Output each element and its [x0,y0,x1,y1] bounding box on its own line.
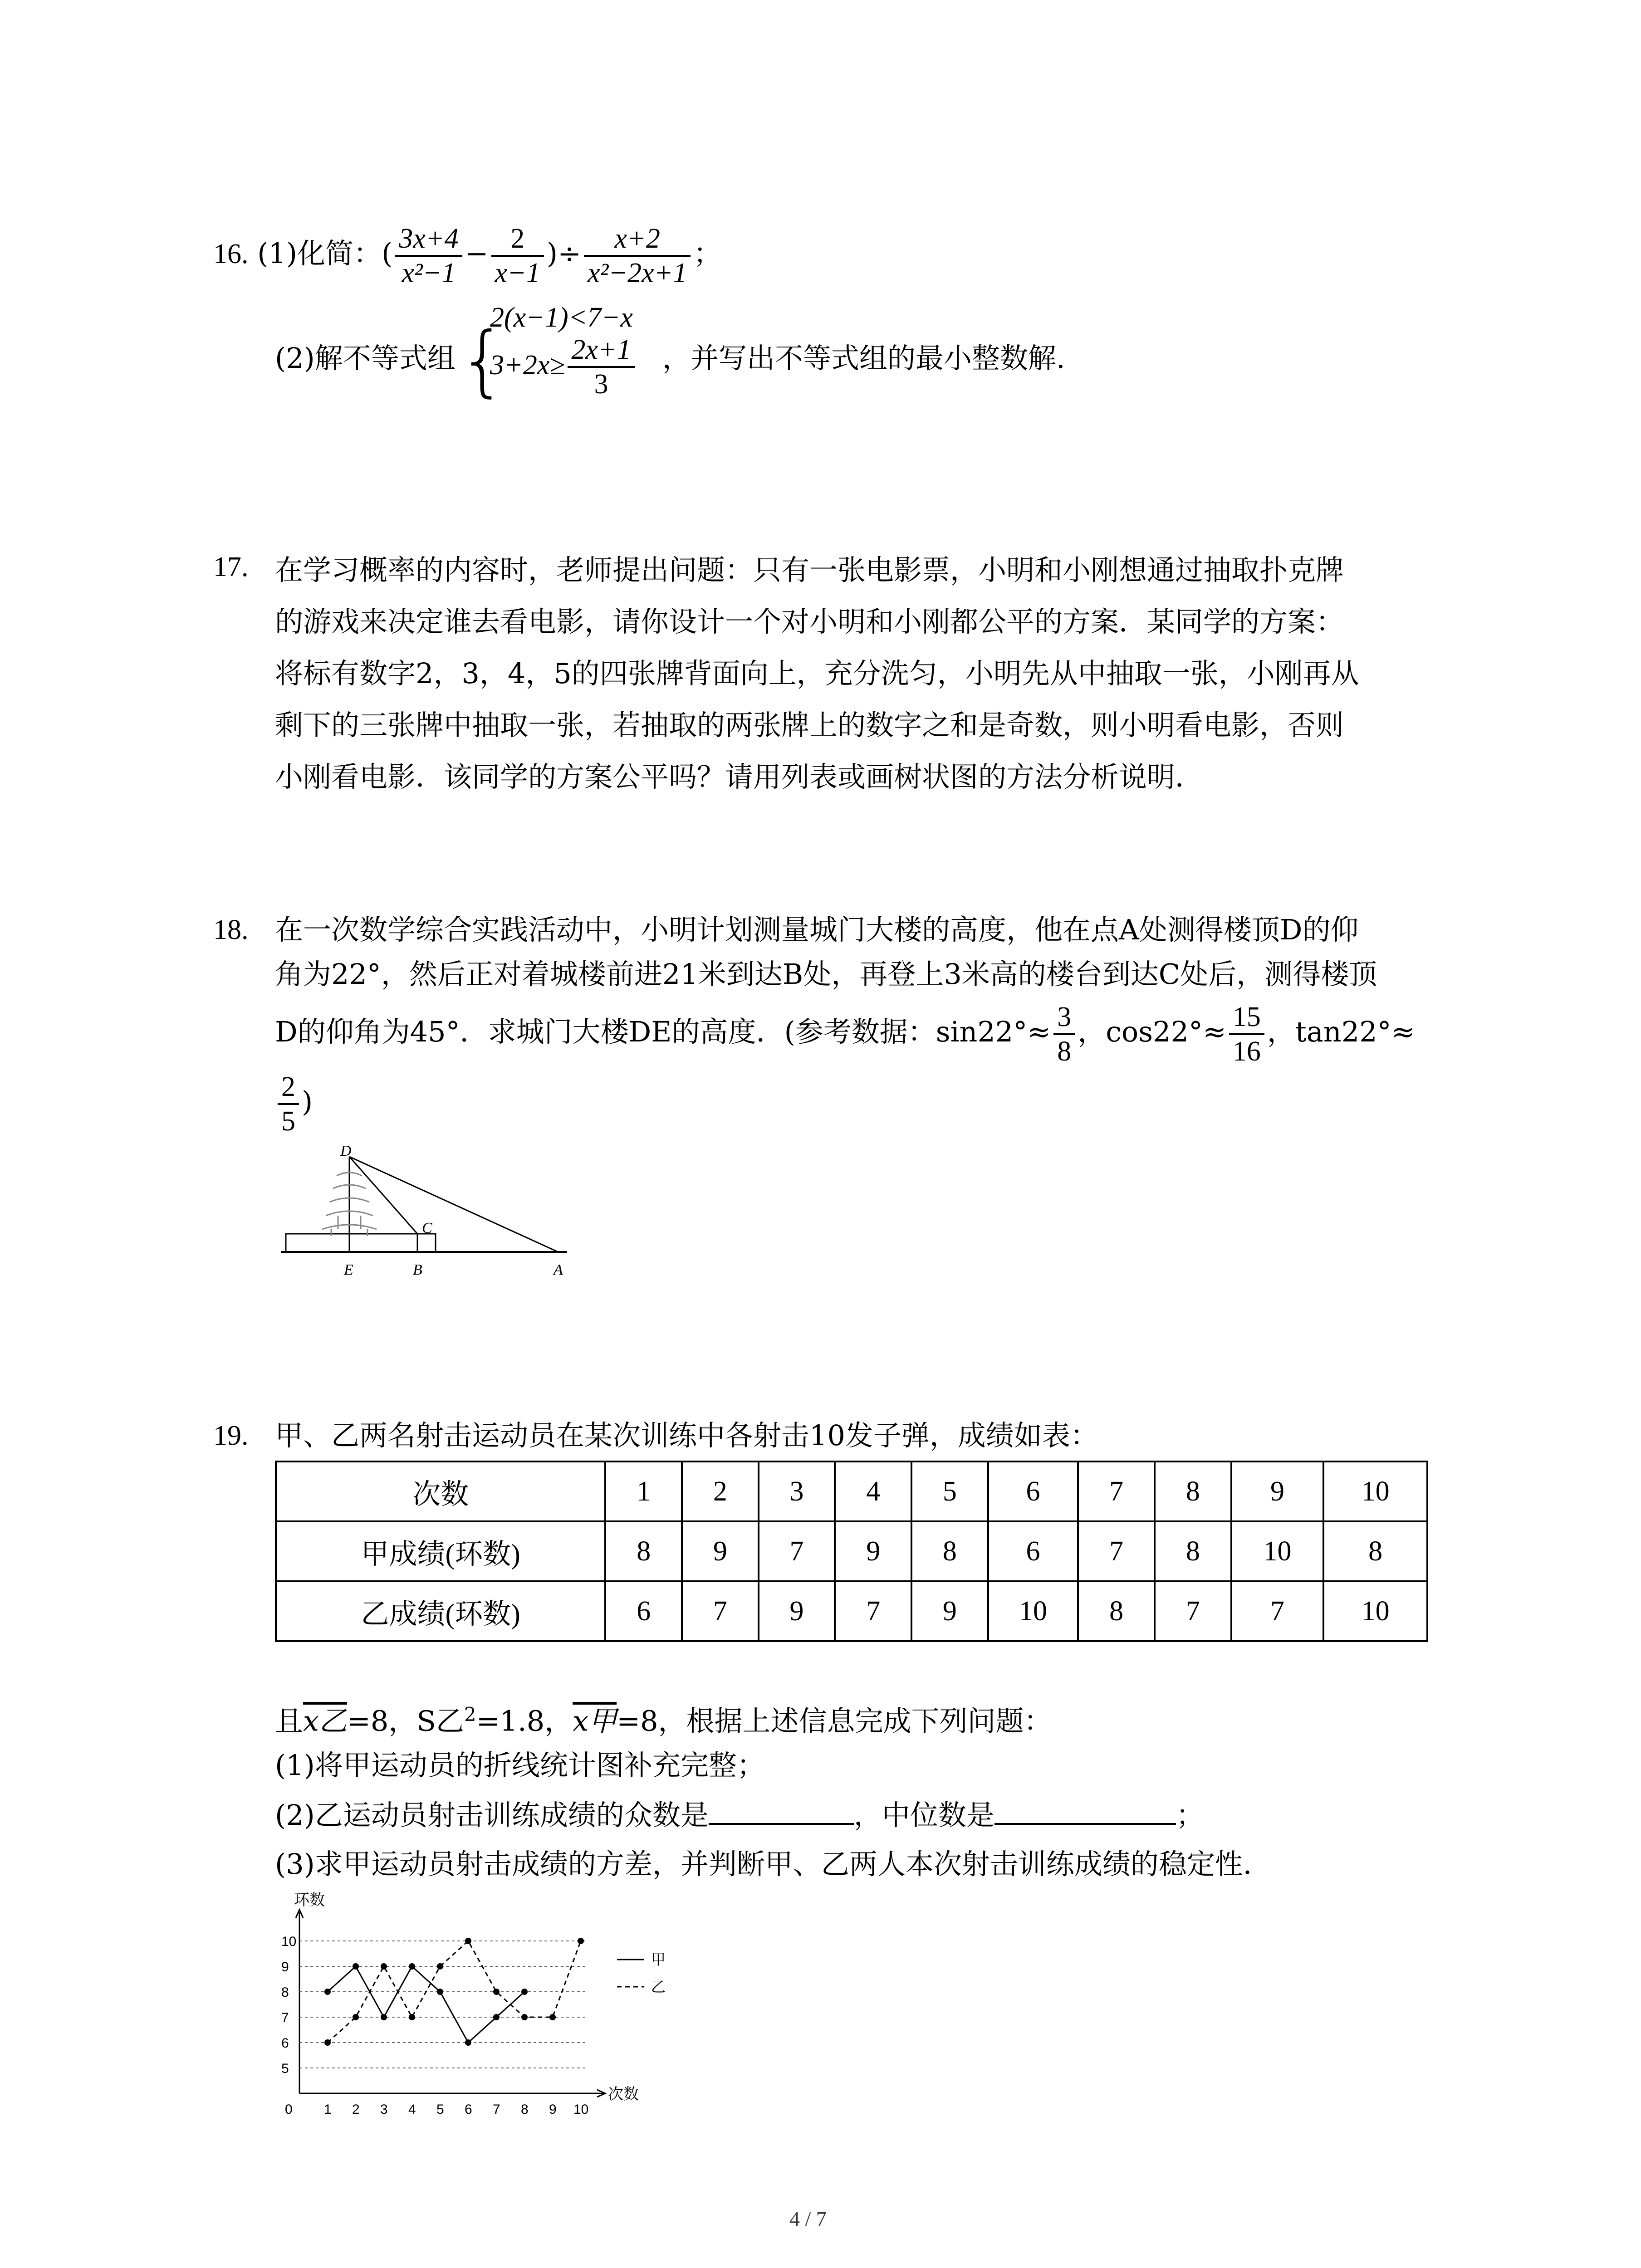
y-tick-label: 9 [281,1960,289,1975]
table-cell: 10 [988,1581,1078,1641]
table-cell: 8 [1155,1461,1231,1521]
table-cell: 3 [759,1461,835,1521]
fraction: $\frac{2x+1}{3}$ [568,333,634,401]
x-axis-label: 次数 [608,2086,639,2103]
table-cell: 4 [835,1461,911,1521]
legend-label: 甲 [651,1951,666,1968]
q18-tan-value: $\frac{2}{5}$ ) [275,1070,313,1138]
table-row [276,1521,1427,1581]
x-tick-label: 5 [436,2102,444,2117]
fraction: $\frac{x+2}{\text{x²−2x+1}}$ [584,222,691,289]
y-tick-label: 6 [281,2036,289,2051]
data-point [437,1963,443,1970]
table-cell: 7 [835,1581,911,1641]
data-point [549,2014,556,2020]
origin-label: 0 [285,2102,293,2117]
q18-line2: 角为22°，然后正对着城楼前进21米到达B处，再登上3米高的楼台到达C处后，测得楼顶 [275,958,1377,991]
x-tick-label: 9 [549,2102,557,2117]
q19-part1: (1)将甲运动员的折线统计图补充完整； [275,1749,765,1782]
table-cell: 乙成绩(环数) [276,1581,605,1641]
table-cell: 10 [1323,1461,1427,1521]
table-cell: 2 [682,1461,759,1521]
table-cell: 6 [988,1521,1078,1581]
table-cell: 次数 [276,1461,605,1521]
text-line: 将标有数字2，3，4，5的四张牌背面向上，充分洗匀，小明先从中抽取一张，小刚再从 [275,657,1359,690]
question-number: 16. [213,239,249,270]
table-cell: 8 [1155,1521,1231,1581]
answer-blank-mode[interactable] [709,1796,854,1825]
inequality-2: 3+2x≥ $\frac{2x+1}{3}$ [490,333,637,401]
table-cell: 9 [759,1581,835,1641]
data-point [465,1938,471,1944]
label-E: E [344,1261,353,1278]
y-tick-label: 8 [281,1985,289,2000]
x-tick-label: 2 [352,2102,360,2117]
question-number: 17. [213,552,249,582]
data-point [381,2014,387,2020]
legend-label: 乙 [651,1978,666,1995]
y-axis-label: 环数 [294,1892,325,1909]
table-cell: 7 [682,1581,759,1641]
data-point [493,2014,500,2020]
data-point [437,1989,443,1995]
fraction: $\frac{3}{8}$ [1053,1001,1075,1068]
table-cell: 7 [1078,1521,1155,1581]
score-table [275,1461,1428,1642]
q16-part2-label: (2)解不等式组 [275,342,456,375]
sight-line-DA [349,1157,558,1252]
page-number: 4 / 7 [789,2207,827,2230]
y-tick-label: 10 [281,1934,297,1949]
y-tick-label: 7 [281,2010,289,2025]
data-point [493,1989,500,1995]
score-line-chart [272,1887,681,2123]
question-17-body [275,544,1359,803]
data-point [521,1989,528,1995]
table-header-row [276,1461,1427,1521]
q19-part3: (3)求甲运动员射击成绩的方差，并判断甲、乙两人本次射击训练成绩的稳定性． [275,1848,1271,1881]
table-cell: 6 [988,1461,1078,1521]
label-B: B [413,1261,422,1278]
q19-intro: 甲、乙两名射击运动员在某次训练中各射击10发子弹，成绩如表： [275,1419,1098,1452]
text-line: 剩下的三张牌中抽取一张，若抽取的两张牌上的数字之和是奇数，则小明看电影，否则 [275,709,1344,742]
table-cell: 9 [1231,1461,1324,1521]
text-line: 的游戏来决定谁去看电影，请你设计一个对小明和小刚都公平的方案．某同学的方案： [275,605,1344,638]
inequality-1: 2(x−1)<7−x [490,302,633,333]
data-point [578,1938,584,1944]
x-tick-label: 3 [380,2102,388,2117]
table-row [276,1581,1427,1641]
answer-blank-median[interactable] [994,1796,1176,1825]
divide-sign: )÷ [546,237,582,270]
data-point [353,1963,359,1970]
table-cell: 1 [605,1461,682,1521]
part1-label: (1)化简：( [257,237,393,270]
text-line: 小刚看电影．该同学的方案公平吗？请用列表或画树状图的方法分析说明． [275,760,1204,793]
sight-line-DC [349,1157,417,1234]
table-cell: 10 [1323,1581,1427,1641]
platform [286,1234,436,1252]
table-cell: 5 [911,1461,988,1521]
table-cell: 8 [911,1521,988,1581]
data-point [353,2014,359,2020]
x-tick-label: 8 [521,2102,529,2117]
text-line: 在学习概率的内容时，老师提出问题：只有一张电影票，小明和小刚想通过抽取扑克牌 [275,553,1344,587]
question-number: 19. [213,1420,249,1451]
table-cell: 8 [1078,1581,1155,1641]
data-point [409,2014,415,2020]
table-cell: 8 [1323,1521,1427,1581]
table-cell: 9 [682,1521,759,1581]
question-number: 18. [213,914,249,945]
fraction: $\frac{2}{x-1}$ [491,222,544,289]
table-cell: 7 [759,1521,835,1581]
table-cell: 8 [605,1521,682,1581]
data-point [409,1963,415,1970]
minus-sign: − [465,237,489,270]
x-tick-label: 4 [408,2102,416,2117]
table-cell: 6 [605,1581,682,1641]
data-point [324,1989,331,1995]
label-C: C [422,1220,432,1237]
table-cell: 甲成绩(环数) [276,1521,605,1581]
data-point [465,2039,471,2046]
series-line-jia [328,1966,524,2043]
table-cell: 7 [1078,1461,1155,1521]
table-cell: 9 [835,1521,911,1581]
table-cell: 10 [1231,1521,1324,1581]
x-tick-label: 10 [573,2102,589,2117]
x-tick-label: 1 [324,2102,332,2117]
table-cell: 9 [911,1581,988,1641]
table-cell: 7 [1155,1581,1231,1641]
brace-icon: { [458,316,508,406]
q16-part2-tail: ，并写出不等式组的最小整数解. [662,342,1065,375]
fraction: $\frac{15}{16}$ [1229,1001,1264,1068]
tower-figure [272,1143,581,1288]
data-point [381,1963,387,1970]
y-tick-label: 5 [281,2061,289,2076]
x-tick-label: 7 [493,2102,500,2117]
q19-given: 且x乙=8，S乙$^2$=1.8，x甲=8，根据上述信息完成下列问题： [275,1703,1052,1738]
q18-line3: D的仰角为45°．求城门大楼DE的高度．(参考数据：sin22°≈ $\frac{3}{8}$ ，cos22°≈ $\frac{15}{16}$ ，tan22°≈ [275,1002,1415,1067]
table-cell: 7 [1231,1581,1324,1641]
q18-line1: 在一次数学综合实践活动中，小明计划测量城门大楼的高度，他在点A处测得楼顶D的仰 [275,913,1359,946]
data-point [324,2039,331,2046]
label-A: A [554,1261,563,1278]
x-tick-label: 6 [465,2102,472,2117]
fraction: $\frac{3x+4}{\text{x²−1}}$ [395,222,462,289]
question-16-line1 [213,222,721,289]
q19-part2: (2)乙运动员射击训练成绩的众数是 ，中位数是 ； [275,1793,1204,1838]
fraction: $\frac{2}{5}$ [278,1070,299,1138]
data-point [521,2014,528,2020]
label-D: D [340,1143,352,1159]
semicolon: ； [693,237,722,270]
